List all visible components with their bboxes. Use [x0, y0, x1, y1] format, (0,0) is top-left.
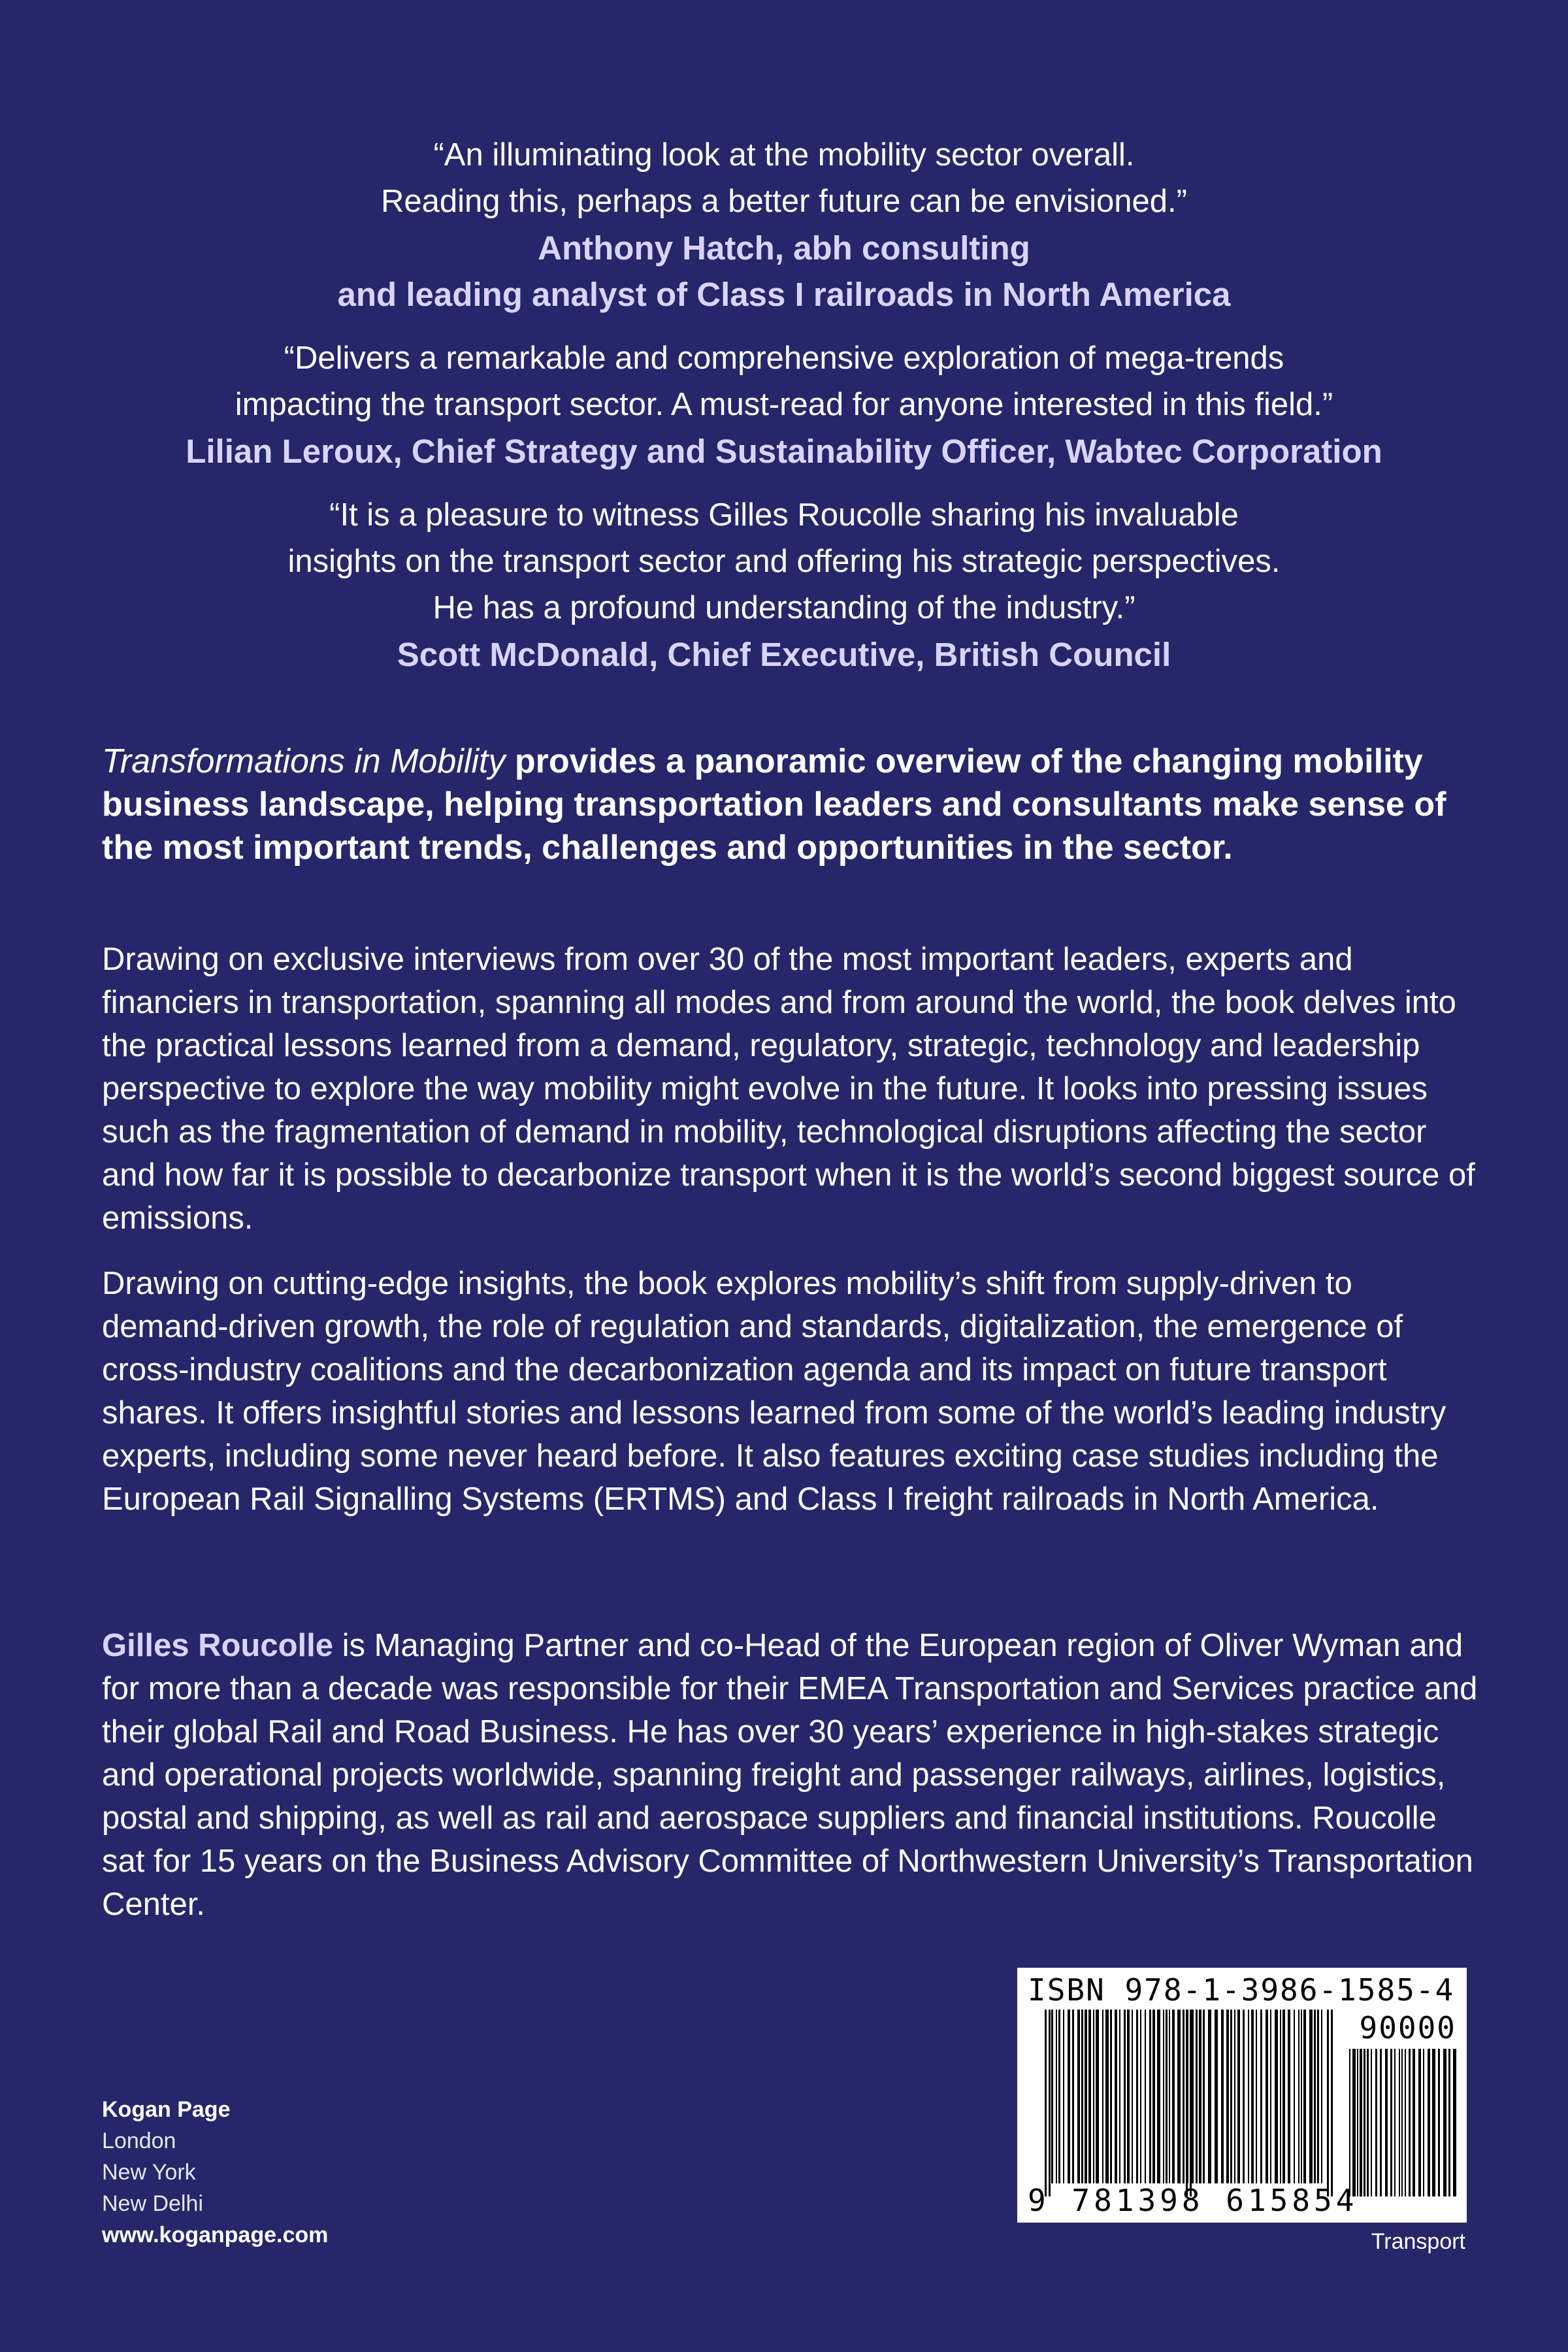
- author-bio-text: is Managing Partner and co-Head of the European region of Oliver Wyman and for more than a decade was responsible for their EMEA Transportation and Services practice and their global Rail and Road Business. He has over 30 years’ experience in high-stakes strategic and operational projects worldwide, spanning freight and passenger railways, airlines, logistics, postal and shipping, as well as rail and aerospace suppliers and financial institutions. Roucolle sat for 15 years on the Business Advisory Committee of Northwestern University’s Transportation Center.: [102, 1628, 1478, 1922]
- description-paragraph-2: Drawing on cutting-edge insights, the book explores mobility’s shift from supply-driven to demand-driven growth, the role of regulation and standards, digitalization, the emergence of cross-industry coalitions and the decarbonization agenda and its impact on future transport shares. It offers insightful stories and lessons learned from some of the world’s leading industry experts, including some never heard before. It also features exciting case studies including the European Rail Signalling Systems (ERTMS) and Class I freight railroads in North America.: [102, 1266, 1446, 1517]
- endorsement-quote-line: “Delivers a remarkable and comprehensive exploration of mega-trends: [284, 340, 1284, 376]
- book-title: Transformations in Mobility: [102, 742, 506, 780]
- publisher-block: [102, 2094, 328, 2251]
- endorsement-2: [0, 335, 1568, 474]
- publisher-name: Kogan Page: [102, 2097, 231, 2122]
- publisher-city: New Delhi: [102, 2191, 203, 2216]
- endorsement-attribution: Lilian Leroux, Chief Strategy and Sustainability Officer, Wabtec Corporation: [186, 433, 1382, 470]
- description-paragraph-1: Drawing on exclusive interviews from over 30 of the most important leaders, experts and financiers in transportation, spanning all modes and from around the world, the book delves into the practical lessons learned from a demand, regulatory, strategic, technology and leadership perspective to explore the way mobility might evolve in the future. It looks into pressing issues such as the fragmentation of demand in mobility, technological disruptions affecting the sector and how far it is possible to decarbonize transport when it is the world’s second biggest source of emissions.: [102, 942, 1475, 1236]
- endorsement-quote-line: He has a profound understanding of the industry.”: [433, 590, 1135, 625]
- endorsement-quote-line: Reading this, perhaps a better future can be envisioned.”: [381, 184, 1187, 219]
- lead-text: provides a panoramic overview of the changing mobility business landscape, helping transportation leaders and consultants make sense of the most important trends, challenges and opportunities in the sector.: [102, 742, 1446, 867]
- endorsement-1: [0, 132, 1568, 318]
- endorsement-quote-line: insights on the transport sector and offering his strategic perspectives.: [287, 544, 1281, 579]
- endorsement-attribution: Scott McDonald, Chief Executive, British Council: [397, 636, 1171, 673]
- endorsement-quote-line: “An illuminating look at the mobility sector overall.: [433, 137, 1135, 173]
- endorsement-attribution: and leading analyst of Class I railroads in North America: [337, 276, 1231, 313]
- ean-digits: 9 781398 615854: [1028, 2183, 1358, 2218]
- author-bio: [102, 1624, 1480, 1926]
- barcode: [1017, 1968, 1467, 2223]
- endorsement-quote-line: impacting the transport sector. A must-read for anyone interested in this field.”: [235, 387, 1333, 422]
- author-name: Gilles Roucolle: [102, 1628, 333, 1663]
- publisher-city: New York: [102, 2160, 196, 2185]
- category-label: Transport: [1371, 2229, 1465, 2254]
- endorsement-quote-line: “It is a pleasure to witness Gilles Roucolle sharing his invaluable: [329, 497, 1239, 533]
- endorsement-3: [0, 492, 1568, 678]
- price-addon-label: 90000: [1359, 2010, 1456, 2046]
- publisher-city: London: [102, 2128, 176, 2153]
- publisher-website: www.koganpage.com: [102, 2223, 329, 2247]
- isbn-label: ISBN 978-1-3986-1585-4: [1028, 1972, 1455, 2008]
- endorsement-attribution: Anthony Hatch, abh consulting: [538, 229, 1030, 267]
- lead-paragraph: [102, 740, 1474, 869]
